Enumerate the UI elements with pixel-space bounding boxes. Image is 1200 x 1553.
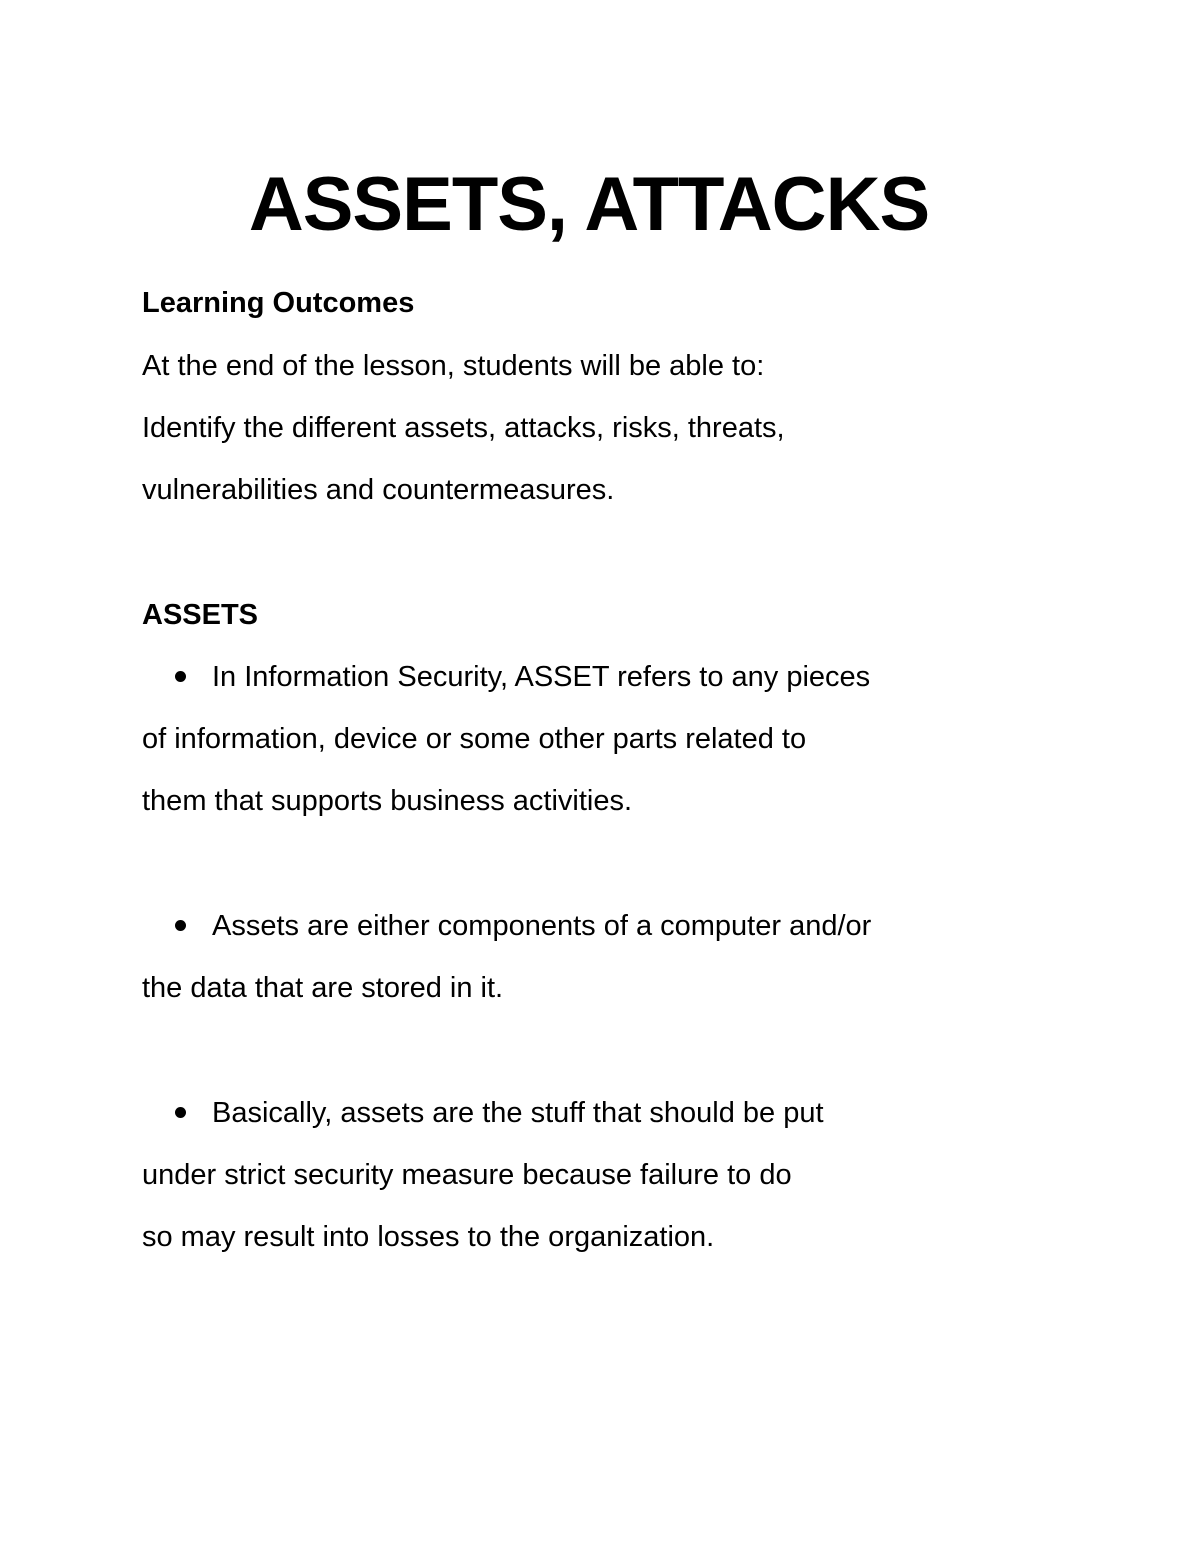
- document-title: ASSETS, ATTACKS: [248, 162, 930, 247]
- learning-outcomes-line: Identify the different assets, attacks, risks, threats,: [142, 412, 785, 444]
- bullet-dot-icon: [175, 1107, 186, 1118]
- learning-outcomes-line: At the end of the lesson, students will be able to:: [142, 350, 765, 382]
- bullet-item-first-line: Basically, assets are the stuff that should be put: [212, 1097, 824, 1129]
- bullet-item-first-line: Assets are either components of a computer and/or: [212, 910, 872, 942]
- assets-heading: ASSETS: [142, 599, 259, 631]
- bullet-item-continuation: them that supports business activities.: [142, 785, 633, 817]
- bullet-item-continuation: the data that are stored in it.: [142, 972, 504, 1004]
- bullet-dot-icon: [175, 671, 186, 682]
- bullet-item-continuation: of information, device or some other parts related to: [142, 723, 807, 755]
- learning-outcomes-heading: Learning Outcomes: [142, 287, 415, 319]
- bullet-item-continuation: so may result into losses to the organization.: [142, 1221, 715, 1253]
- bullet-dot-icon: [175, 920, 186, 931]
- bullet-item-continuation: under strict security measure because failure to do: [142, 1159, 792, 1191]
- learning-outcomes-line: vulnerabilities and countermeasures.: [142, 474, 615, 506]
- bullet-item-first-line: In Information Security, ASSET refers to any pieces: [212, 661, 871, 693]
